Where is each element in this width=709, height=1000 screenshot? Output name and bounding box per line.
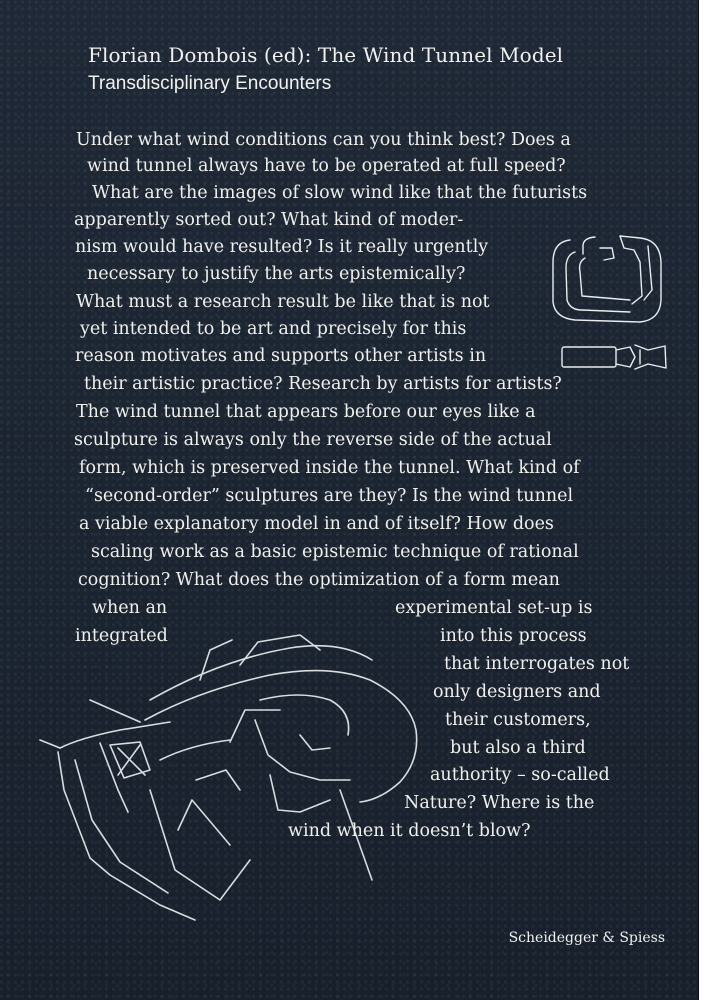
publisher-name: Scheidegger & Spiess — [508, 930, 665, 946]
blurb-line: wind tunnel always have to be operated at full speed? — [87, 156, 566, 176]
blurb-line: wind when it doesn’t blow? — [288, 821, 531, 841]
blurb-line: apparently sorted out? What kind of moder- — [74, 210, 464, 230]
blurb-line: authority – so-called — [430, 765, 610, 785]
wind-tunnel-line-drawing — [553, 236, 666, 369]
book-title: Florian Dombois (ed): The Wind Tunnel Model — [88, 43, 564, 67]
blurb-line: scaling work as a basic epistemic technique of rational — [91, 542, 579, 562]
blurb-line: a viable explanatory model in and of itself? How does — [79, 514, 554, 534]
blurb-line: that interrogates not — [444, 654, 630, 674]
blurb-line: integrated — [75, 626, 168, 646]
blurb-line: their customers, — [445, 710, 591, 730]
blurb-line: yet intended to be art and precisely for this — [80, 319, 467, 339]
blurb-line: form, which is preserved inside the tunnel. What kind of — [79, 458, 580, 478]
blurb-line: sculpture is always only the reverse side of the actual — [74, 430, 552, 450]
blurb-line: What are the images of slow wind like that the futurists — [92, 183, 588, 203]
blurb-line: reason motivates and supports other artists in — [75, 346, 487, 366]
book-subtitle: Transdisciplinary Encounters — [88, 73, 332, 94]
blurb-line: Nature? Where is the — [404, 793, 595, 813]
blurb-line: Under what wind conditions can you think best? Does a — [76, 130, 571, 150]
blurb-line: “second-order” sculptures are they? Is the wind tunnel — [85, 486, 574, 506]
blurb-line: only designers and — [433, 682, 601, 702]
blurb-line: experimental set-up is — [395, 598, 593, 618]
blurb-line: nism would have resulted? Is it really urgently — [75, 237, 489, 257]
blurb-line: necessary to justify the arts epistemically? — [87, 264, 466, 284]
wind-tunnel-pencil-sketch — [40, 635, 417, 920]
title-block — [88, 40, 563, 98]
blurb-line: when an — [92, 598, 168, 618]
blurb-line: cognition? What does the optimization of a form mean — [78, 570, 560, 590]
blurb-line: into this process — [440, 626, 587, 646]
blurb-line: What must a research result be like that is not — [76, 292, 490, 312]
blurb-line: but also a third — [450, 738, 586, 758]
blurb-line: The wind tunnel that appears before our eyes like a — [76, 402, 536, 422]
blurb-line: their artistic practice? Research by artists for artists? — [84, 374, 562, 394]
